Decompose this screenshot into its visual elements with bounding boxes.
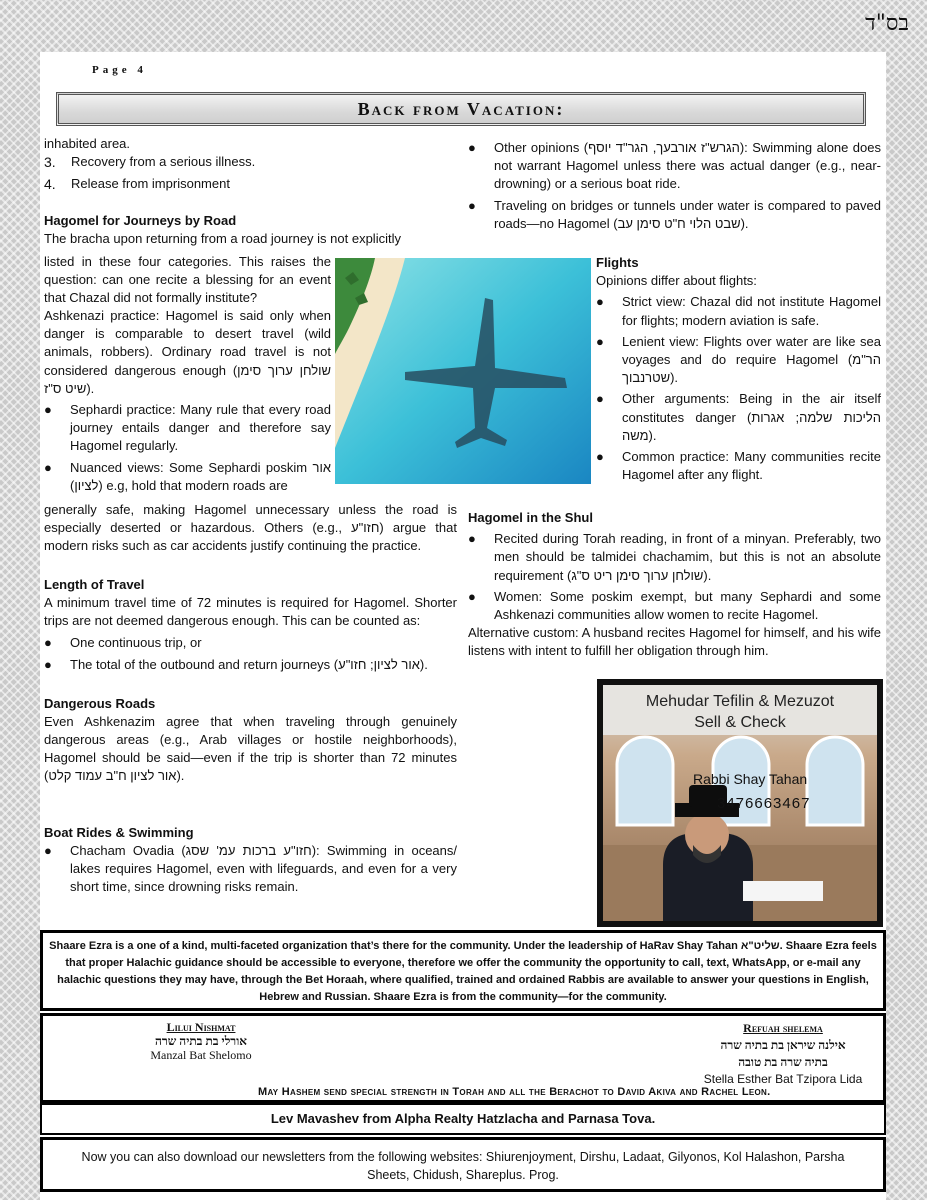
length-bullet-1: One continuous trip, or [70, 635, 202, 651]
lilui-name: Manzal Bat Shelomo [150, 1048, 252, 1062]
bullet-icon: ● [468, 531, 476, 547]
road-bullet-2-start: Nuanced views: Some Sephardi poskim אור (לציון) e.g, hold that modern roads are [70, 459, 331, 493]
refuah-heading: Refuah shelema [743, 1021, 823, 1035]
list-item [596, 448, 881, 484]
refuah-hebrew-name-2: בתיה שרה בת טובה [738, 1055, 828, 1069]
danger-paragraph: Even Ashkenazim agree that when traveling through genuinely dangerous areas (e.g., Arab villages or hostile neighborhoods), Hagomel should be said—even if the trip is shorter than 72 minutes (אור לציון ח"ב עמוד קלט). [44, 713, 457, 784]
list-item [44, 459, 331, 495]
flights-heading: Flights [596, 255, 639, 270]
left-narrow-column [44, 253, 331, 308]
list-item [44, 842, 457, 897]
bullet-icon: ● [596, 449, 604, 465]
lev-mavashev-text: Lev Mavashev from Alpha Realty Hatzlacha and Parnasa Tova. [270, 1111, 656, 1126]
organization-info-text: Shaare Ezra is a one of a kind, multi-faceted organization that’s there for the community. Under the leadership of HaRav Shay Tahan שליט"א. Shaare Ezra feels that proper Halachic guidance should be accessible to everyone, therefore we offer the community the opportunity to call, text, WhatsApp, or e-mail any halachic questions they may have, through the Bet Horaah, where qualified, trained and ordained Rabbis are available to answer your questions in English, Hebrew and Russian. Shaare Ezra is from the community—for the community. [49, 940, 877, 1003]
lilui-nishmat-block [121, 1020, 281, 1062]
left-column [44, 135, 457, 248]
bullet-icon: ● [44, 402, 52, 418]
list-item [44, 656, 457, 674]
shul-section [468, 509, 881, 661]
ad-title-line2: Sell & Check [694, 714, 786, 731]
flights-bullet-2: Lenient view: Flights over water are like sea voyages and do require Hagomel (הר"מ שטרנבוך). [622, 333, 881, 386]
page-number: Page 4 [92, 64, 147, 76]
bullet-icon: ● [468, 588, 476, 604]
boat-heading: Boat Rides & Swimming [44, 824, 194, 840]
shul-bullet-2: Women: Some poskim exempt, but many Sephardi and some Ashkenazi communities allow women to recite Hagomel. [494, 588, 881, 623]
bullet-icon: ● [596, 294, 604, 310]
length-heading: Length of Travel [44, 576, 145, 592]
flights-bullet-3: Other arguments: Being in the air itself constitutes danger (הליכות שלמה; אגרות משה). [622, 391, 881, 443]
list-item [44, 401, 331, 456]
road-heading: Hagomel for Journeys by Road [44, 212, 237, 228]
title-bar [56, 92, 866, 126]
flights-section [596, 254, 881, 484]
list-item [44, 153, 457, 171]
bullet-icon: ● [44, 635, 52, 651]
list-item [596, 333, 881, 388]
lilui-heading: Lilui Nishmat [166, 1020, 236, 1034]
length-paragraph: A minimum travel time of 72 minutes is required for Hagomel. Shorter trips are not deemed dangerous enough. This can be counted as: [44, 594, 457, 629]
shul-bullet-1: Recited during Torah reading, in front of a minyan. Preferably, two men should be talmidei chachamim, but this is not an absolute requirement (שולחן ערוך סימן ריט ס"ג). [494, 531, 881, 583]
tefilin-advertisement [597, 679, 883, 927]
refuah-name: Stella Esther Bat Tzipora Lida [703, 1072, 863, 1086]
download-text: Now you can also download our newsletters from the following websites: Shiurenjoyment, Dirshu, Ladaat, Gilyonos, Kol Halashon, Parsha Sheets, Chidush, Shareplus. Prog. [81, 1150, 845, 1182]
right-column-top [468, 139, 881, 233]
may-hashem-line: May Hashem send special strength in Torah and all the Berachot to David Akiva and Rachel Leon. [258, 1086, 771, 1098]
road-paragraph-1: The bracha upon returning from a road journey is not explicitly [44, 230, 401, 246]
list-text: Recovery from a serious illness. [71, 154, 256, 170]
road-paragraph-lead [44, 230, 457, 248]
list-item [596, 293, 881, 329]
boat-bullet-1: Chacham Ovadia (חזו"ע ברכות עמ' שסג): Swimming in oceans/ lakes requires Hagomel, even with lifeguards, and even for a very short time, since drowning risks remain. [70, 842, 457, 895]
flights-bullet-4: Common practice: Many communities recite Hagomel after any flight. [622, 449, 881, 483]
list-item [468, 139, 881, 194]
length-bullet-2: The total of the outbound and return journeys (אור לציון; חזו"ע). [70, 657, 428, 673]
road-bullet-2-cont: generally safe, making Hagomel unnecessary unless the road is especially deserted or hazardous. Others (e.g., חזו"ע) argue that modern risks such as car accidents justify continuing the practice. [44, 502, 457, 554]
bullet-icon: ● [44, 657, 52, 673]
ad-title-line1: Mehudar Tefilin & Mezuzot [645, 693, 835, 710]
bullet-icon: ● [596, 333, 604, 349]
list-item [44, 634, 457, 652]
flights-intro: Opinions differ about flights: [596, 273, 757, 289]
shul-heading: Hagomel in the Shul [468, 510, 593, 525]
list-item [468, 197, 881, 233]
list-text: Release from imprisonment [71, 176, 230, 192]
list-number: 3. [44, 154, 56, 171]
bullet-icon: ● [44, 842, 52, 858]
ashkenazi-block [44, 307, 331, 495]
bullet-icon: ● [44, 459, 52, 475]
lev-mavashev-box [40, 1103, 886, 1135]
bullet-icon: ● [596, 391, 604, 407]
road-paragraph-2: Ashkenazi practice: Hagomel is said only when danger is comparable to desert travel (wild animals, robbers). Ordinary road travel is not considered dangerous enough (שולחן ערוך סימן שיט ס"ז). [44, 308, 331, 396]
organization-info-box [40, 930, 886, 1011]
shul-paragraph: Alternative custom: A husband recites Hagomel for himself, and his wife listens with intent to fulfill her obligation through him. [468, 625, 881, 659]
intro-text: inhabited area. [44, 136, 131, 151]
bullet-icon: ● [468, 140, 476, 155]
road-paragraph-cont: listed in these four categories. This raises the question: can one recite a blessing for an event that Chazal did not formally institute? [44, 254, 331, 306]
road-bullet-1: Sephardi practice: Many rule that every road journey entails danger and therefore say Hagomel regularly. [70, 402, 331, 454]
ad-rabbi-name: Rabbi Shay Tahan [693, 771, 808, 787]
list-item [468, 588, 881, 624]
left-lower-column [44, 501, 457, 896]
lilui-hebrew-name: אורלי בת בתיה שרה [155, 1034, 247, 1048]
flights-bullet-1: Strict view: Chazal did not institute Hagomel for flights; modern aviation is safe. [622, 294, 881, 328]
list-item [468, 530, 881, 585]
bullet-icon: ● [468, 197, 476, 213]
memorial-box [40, 1013, 886, 1103]
ad-phone-number: 3476663467 [717, 795, 811, 812]
ad-title [603, 691, 877, 733]
airplane-beach-photo [335, 258, 591, 484]
list-number: 4. [44, 176, 56, 193]
list-item [44, 175, 457, 193]
ad-image [603, 685, 877, 921]
refuah-shelema-block [698, 1020, 868, 1088]
other-opinions-bullet: Other opinions (הגרש"ז אורבעך, הגר"ד יוסף): Swimming alone does not warrant Hagomel unless there was actual danger (e.g., near-drowning) or a serious boat ride. [494, 140, 881, 192]
page-title: Back from Vacation: [357, 98, 565, 119]
airplane-shadow-image [335, 258, 591, 484]
danger-heading: Dangerous Roads [44, 695, 156, 711]
download-box [40, 1137, 886, 1192]
bridges-bullet: Traveling on bridges or tunnels under water is compared to paved roads—no Hagomel (שבט הלוי ח"ט סימן עב). [494, 197, 881, 231]
refuah-hebrew-name-1: אילנה שיראן בת בתיה שרה [720, 1038, 846, 1052]
bsd-mark: בס"ד [865, 11, 909, 36]
list-item [596, 390, 881, 445]
